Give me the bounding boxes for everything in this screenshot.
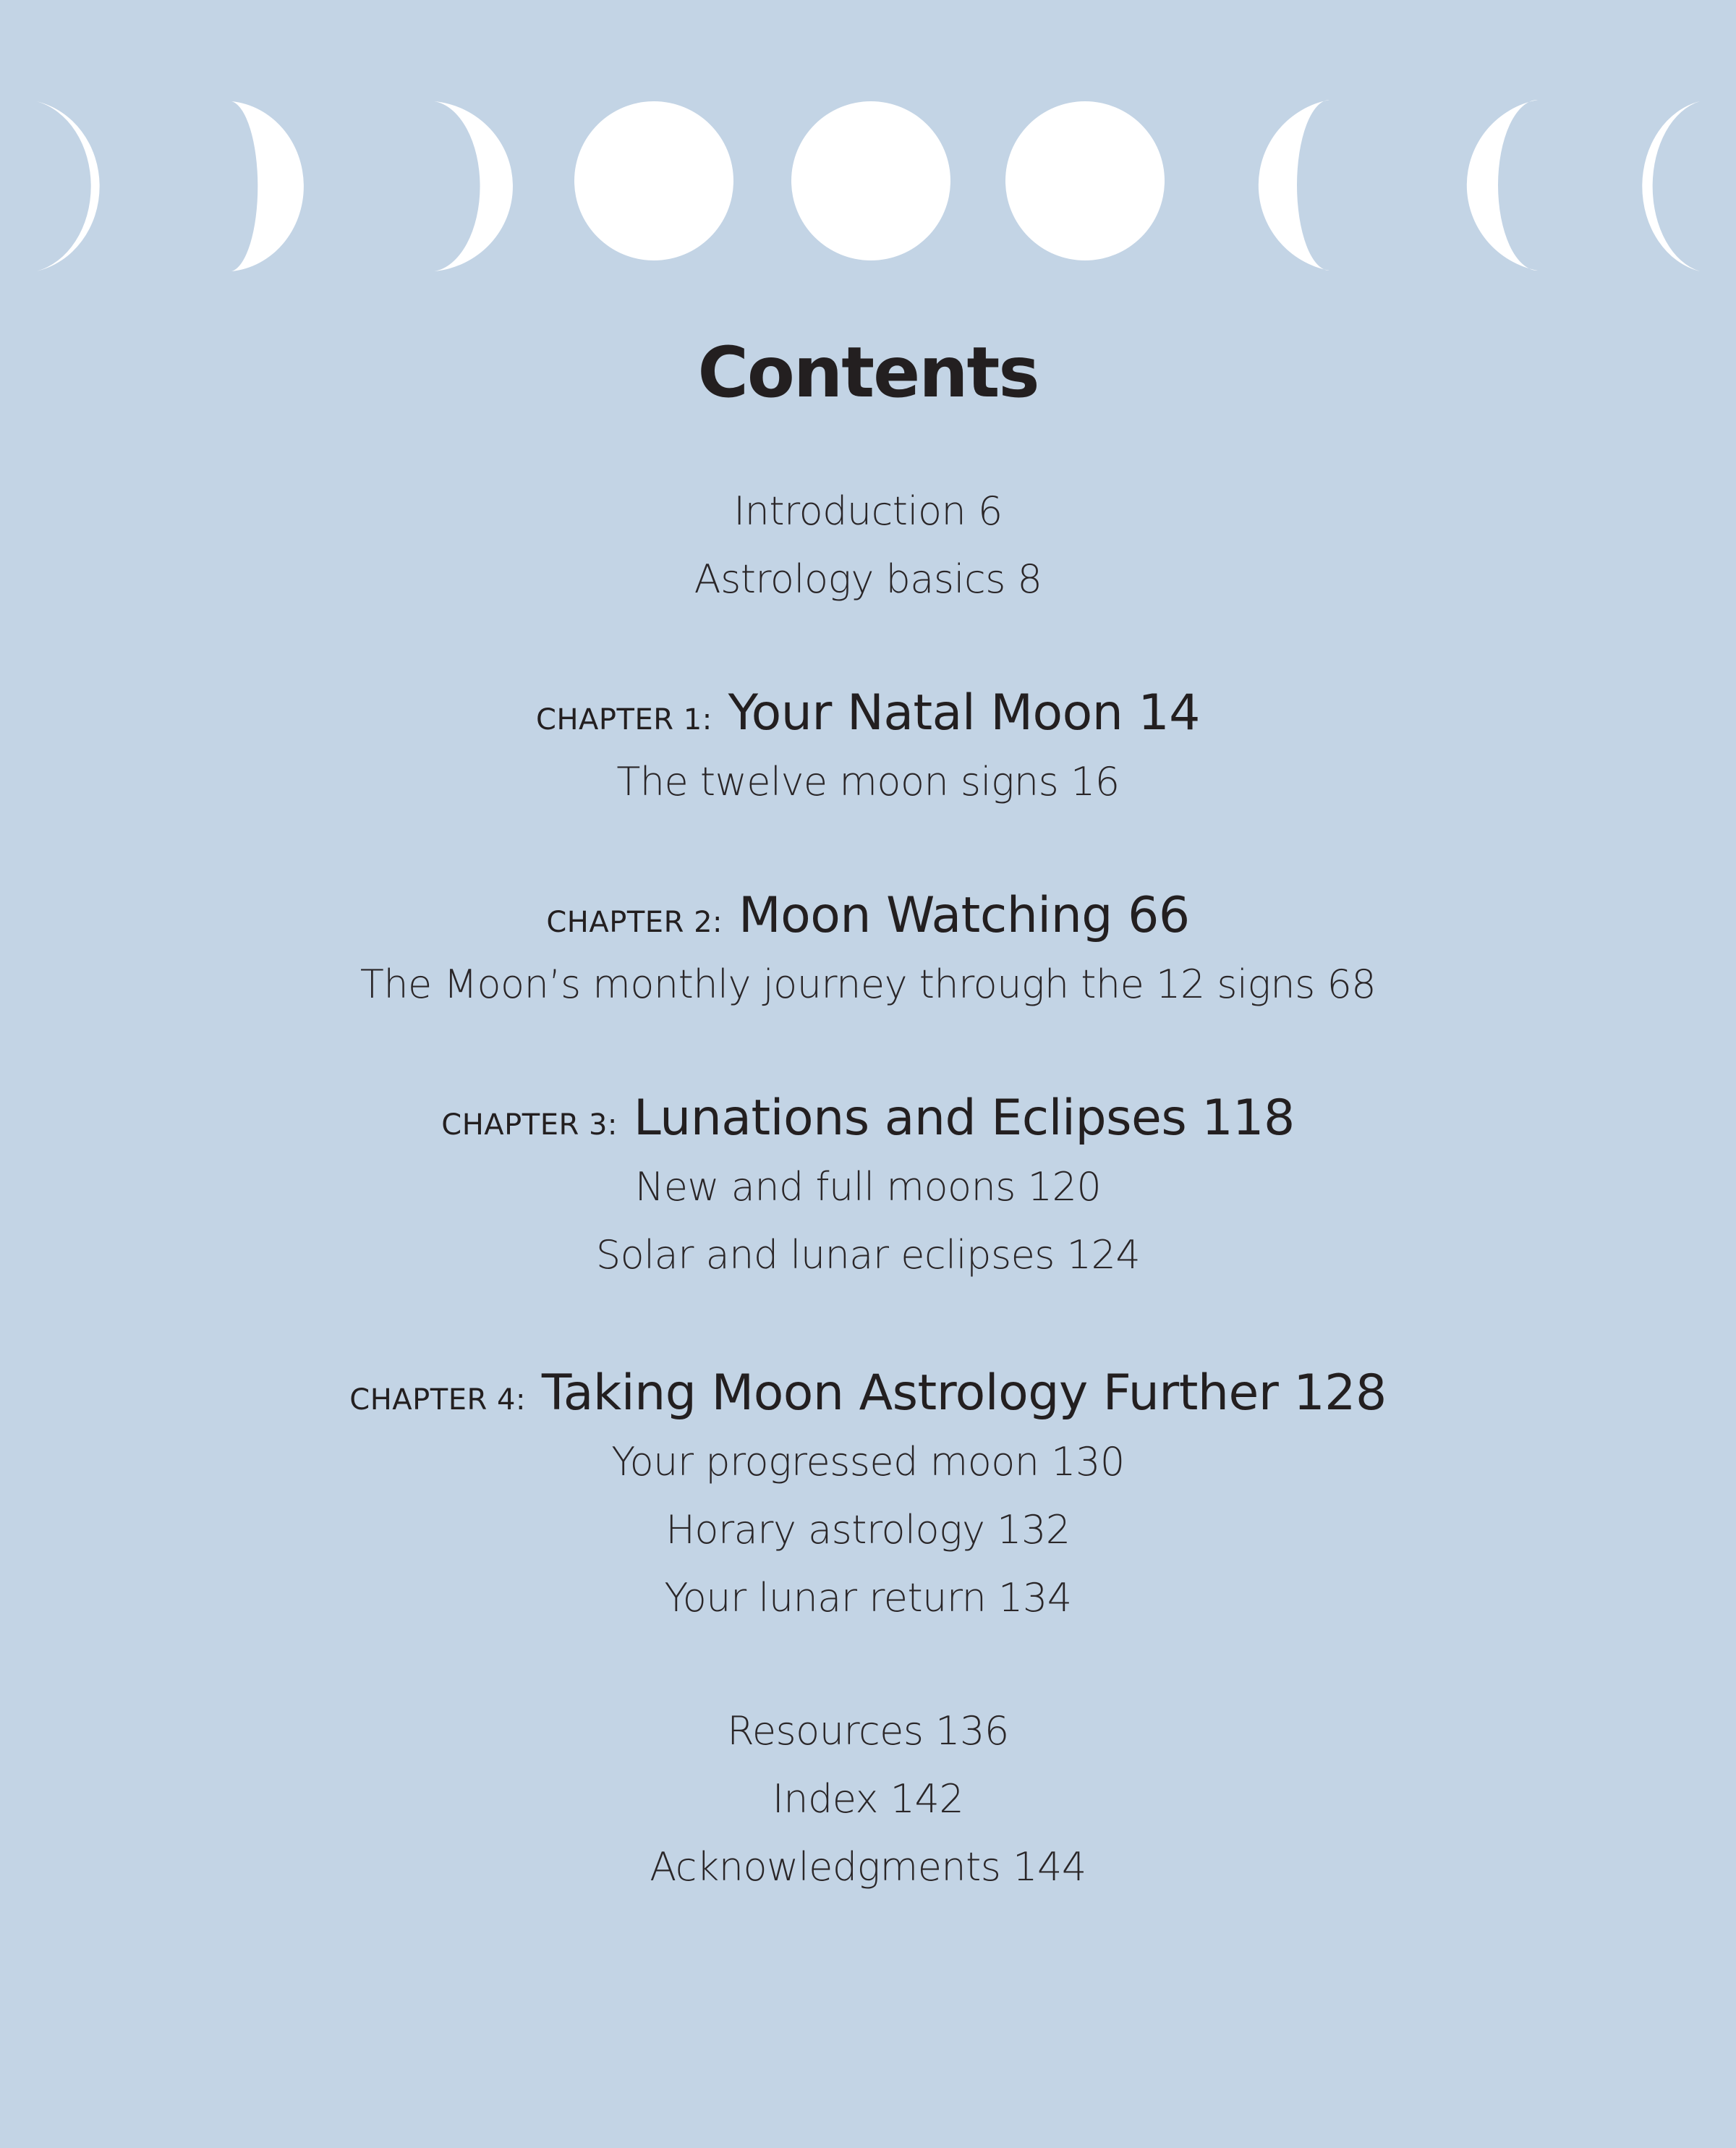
chapter-prefix: CHAPTER 2: bbox=[546, 906, 723, 939]
page-title: Contents bbox=[697, 332, 1039, 413]
toc-entry-eclipses[interactable]: Solar and lunar eclipses 124 bbox=[595, 1232, 1141, 1278]
chapter-heading-3[interactable] bbox=[0, 1084, 1736, 1153]
waxing-gibbous-icon bbox=[1467, 100, 1538, 271]
full-moon-icon bbox=[574, 101, 733, 260]
chapter-prefix: CHAPTER 1: bbox=[536, 703, 712, 736]
chapter-title: Your Natal Moon 14 bbox=[728, 684, 1200, 742]
toc-entry-horary-astrology[interactable]: Horary astrology 132 bbox=[665, 1507, 1071, 1553]
toc-entry-astrology-basics[interactable]: Astrology basics 8 bbox=[694, 556, 1042, 602]
waning-crescent-icon bbox=[36, 101, 100, 271]
moon-phase-graphic bbox=[0, 0, 1736, 289]
toc-entry-monthly-journey[interactable]: The Moon’s monthly journey through the 12 signs 68 bbox=[359, 961, 1377, 1007]
chapter-prefix: CHAPTER 3: bbox=[441, 1108, 618, 1142]
full-moon-icon bbox=[1005, 101, 1165, 260]
toc-entry-twelve-moon-signs[interactable]: The twelve moon signs 16 bbox=[616, 759, 1120, 805]
waning-gibbous-icon bbox=[231, 101, 304, 271]
chapter-heading-1[interactable] bbox=[0, 679, 1736, 748]
table-of-contents bbox=[0, 477, 1736, 1901]
chapter-title: Moon Watching 66 bbox=[739, 887, 1190, 944]
toc-entry-progressed-moon[interactable]: Your progressed moon 130 bbox=[611, 1439, 1125, 1485]
toc-entry-introduction[interactable]: Introduction 6 bbox=[733, 488, 1003, 534]
chapter-title: Taking Moon Astrology Further 128 bbox=[541, 1364, 1387, 1422]
chapter-title: Lunations and Eclipses 118 bbox=[633, 1090, 1295, 1147]
waxing-crescent-icon bbox=[1642, 101, 1700, 271]
moon-phase-strip bbox=[0, 0, 1736, 289]
toc-entry-lunar-return[interactable]: Your lunar return 134 bbox=[664, 1575, 1072, 1621]
chapter-heading-4[interactable] bbox=[0, 1359, 1736, 1428]
toc-entry-index[interactable]: Index 142 bbox=[772, 1776, 964, 1822]
toc-entry-resources[interactable]: Resources 136 bbox=[727, 1708, 1009, 1754]
toc-entry-new-full-moons[interactable]: New and full moons 120 bbox=[634, 1164, 1102, 1210]
chapter-heading-2[interactable] bbox=[0, 881, 1736, 951]
waxing-gibbous-icon bbox=[1259, 100, 1329, 271]
full-moon-icon bbox=[791, 101, 950, 260]
chapter-prefix: CHAPTER 4: bbox=[349, 1383, 526, 1417]
waning-crescent-icon bbox=[434, 101, 513, 271]
toc-entry-acknowledgments[interactable]: Acknowledgments 144 bbox=[650, 1844, 1086, 1890]
